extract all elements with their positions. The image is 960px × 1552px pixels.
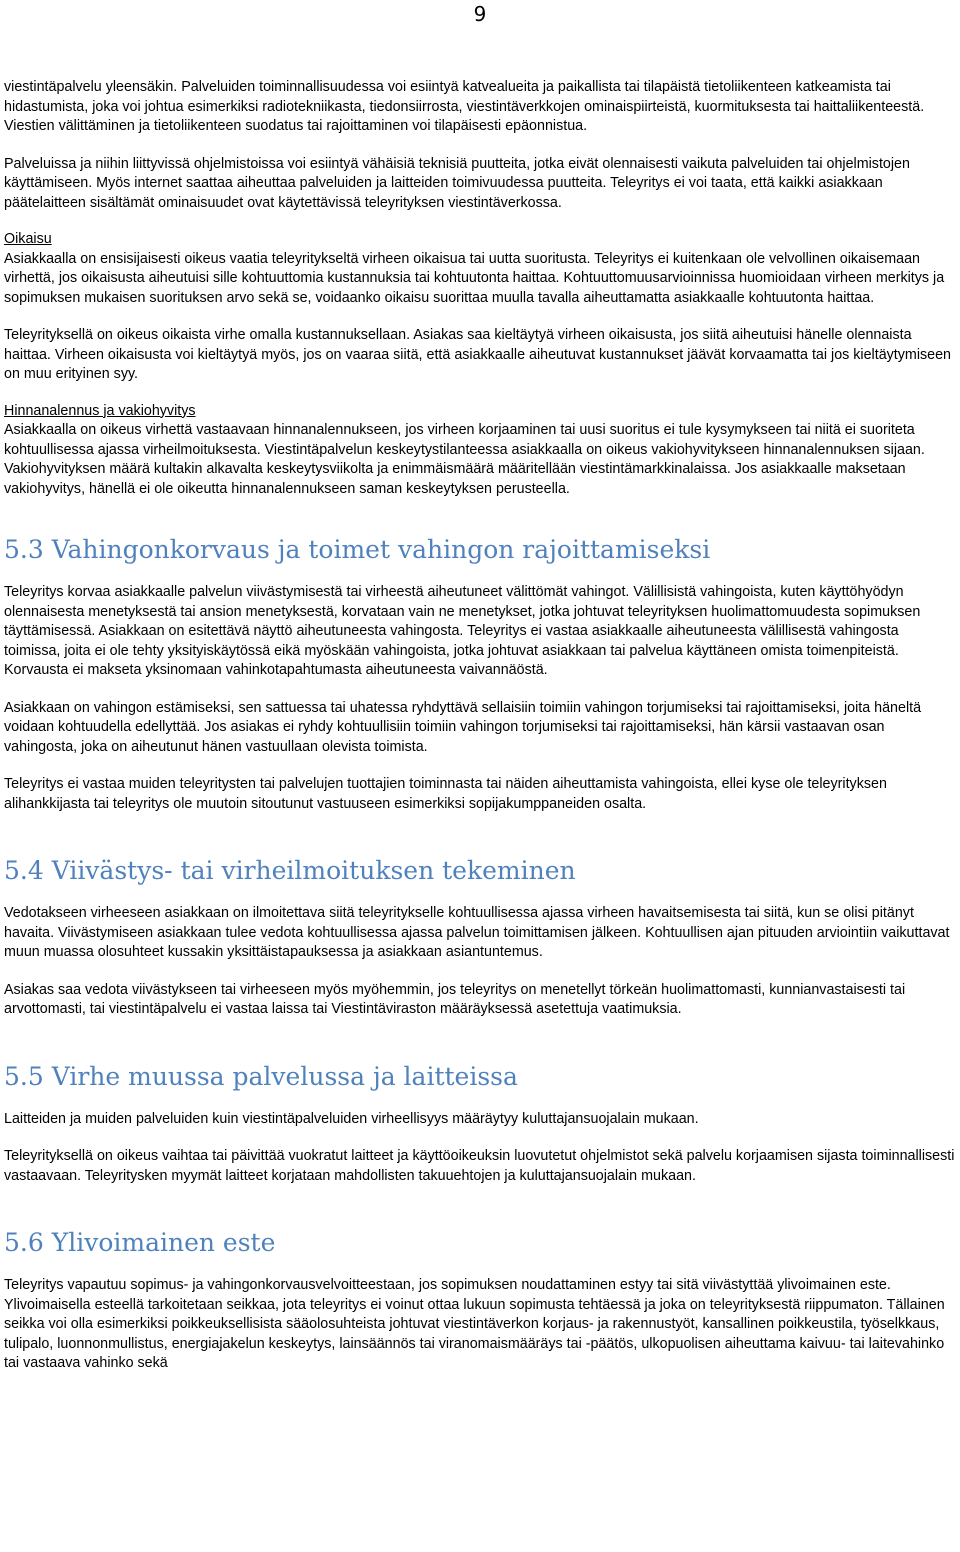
page-number: 9 <box>473 2 487 26</box>
paragraph-correction-right: Asiakkaalla on ensisijaisesti oikeus vaatia teleyritykseltä virheen oikaisua tai uutta suoritusta. Teleyritys ei kuitenkaan ole velvollinen oikaisemaan virhettä, jos oikaisusta aiheutuisi sille kohtuuttomia kustannuksia tai kohtuutonta haittaa. Kohtuuttomuusarvioinnissa huomioidaan virheen merkitys ja sopimuksen mukaisen suorituksen arvo sekä se, voidaanko oikaisu suorittaa muulla tavalla aiheuttamatta asiakkaalle kohtuutonta haittaa. <box>4 250 945 306</box>
subheading-hinnanalennus: Hinnanalennus ja vakiohyvitys <box>4 402 196 419</box>
paragraph-third-party: Teleyritys ei vastaa muiden teleyritysten tai palvelujen tuottajien toiminnasta tai näiden aiheuttamista vahingoista, ellei kyse ole teleyrityksen alihankkijasta tai teleyritys ole muutoin sitoutunut vastuuseen esimerkiksi sopijakumppaneiden osalta. <box>4 776 887 812</box>
paragraph-late-notification: Asiakas saa vedota viivästykseen tai virheeseen myös myöhemmin, jos teleyritys on menetellyt törkeän huolimattomasti, kunnianvastaisesti tai arvottomasti, tai viestintäpalvelu ei vastaa laissa tai Viestintäviraston määräyksessä asetettuja vaatimuksia. <box>4 981 906 1017</box>
paragraph-price-reduction: Asiakkaalla on oikeus virhettä vastaavaan hinnanalennukseen, jos virheen korjaaminen tai uusi suoritus ei tule kysymykseen tai niitä ei suoriteta kohtuullisessa ajassa virheilmoituksesta. Viestintäpalvelun keskeytystilanteessa asiakkaalla on oikeus vakiohyvitykseen hinnanalennuksen sijaan. Vakiohyvityksen määrä kultakin alkavalta keskeytysviikolta ja enimmäismäärä määritellään viestintämarkkinalaissa. Jos asiakkaalle maksetaan vakiohyvitys, hänellä ei ole oikeutta hinnanalennukseen saman keskeytyksen perusteella. <box>4 422 925 497</box>
section-heading-5-5: 5.5 Virhe muussa palvelussa ja laitteissa <box>4 1061 518 1091</box>
paragraph-device-defects: Laitteiden ja muiden palveluiden kuin viestintäpalveluiden virheellisyys määräytyy kuluttajansuojalain mukaan. <box>4 1110 699 1127</box>
section-heading-5-3: 5.3 Vahingonkorvaus ja toimet vahingon rajoittamiseksi <box>4 535 711 564</box>
paragraph-notification: Vedotakseen virheeseen asiakkaan on ilmoitettava siitä teleyritykselle kohtuullisessa ajassa virheen havaitsemisesta tai siitä, kun se olisi pitänyt havaita. Viivästymiseen asiakkaan tulee vedota kohtuullisessa ajassa palvelun toimittamisen jälkeen. Kohtuullisen ajan pituuden arviointiin vaikuttavat muun muassa olosuhteet kussakin yksittäistapauksessa ja asiakkaan asiantuntemus. <box>4 905 950 960</box>
subheading-oikaisu: Oikaisu <box>4 231 52 247</box>
section-heading-5-4: 5.4 Viivästys- tai virheilmoituksen tekeminen <box>4 856 576 885</box>
paragraph-correction-cost: Teleyrityksellä on oikeus oikaista virhe omalla kustannuksellaan. Asiakas saa kieltäytyä virheen oikaisusta, jos siitä aiheutuisi hänelle olennaista haittaa. Virheen oikaisusta voi kieltäytyä myös, jos on vaaraa siitä, että asiakkaalle aiheutuvat kustannukset jäävät korvaamatta tai jos kieltäytymiseen on muu erityinen syy. <box>4 327 952 382</box>
paragraph-technical-defects: Palveluissa ja niihin liittyvissä ohjelmistoissa voi esiintyä vähäisiä teknisiä puutteita, jotka eivät olennaisesti vaikuta palveluiden tai ohjelmistojen käyttämiseen. Myös internet saattaa aiheuttaa palveluiden ja laitteiden toimivuudessa puutteita. Teleyritys ei voi taata, että kaikki asiakkaan päätelaitteen sisältämät ominaisuudet ovat käytettävissä teleyrityksen viestintäverkossa. <box>4 155 910 211</box>
section-heading-5-6: 5.6 Ylivoimainen este <box>4 1228 276 1257</box>
paragraph-damage-limitation: Asiakkaan on vahingon estämiseksi, sen sattuessa tai uhatessa ryhdyttävä sellaisiin toimiin vahingon torjumiseksi tai rajoittamiseksi, joita häneltä voidaan kohtuudella edellyttää. Jos asiakas ei ryhdy kohtuullisiin toimiin vahingon torjumiseksi tai rajoittamiseksi, hän kärsii vastaavan osan vahingosta, joka on aiheutunut hänen vastuullaan olevista toimista. <box>4 699 922 755</box>
paragraph-service-interruptions: viestintäpalvelu yleensäkin. Palveluiden toiminnallisuudessa voi esiintyä katvealueita ja paikallista tai tilapäistä tietoliikenteen katkeamista tai hidastumista, joka voi johtua esimerkiksi radiotekniikasta, tiedonsiirrosta, viestintäverkkojen ominaispiirteistä, kuormituksesta tai haittaliikenteestä. Viestien välittäminen ja tietoliikenteen suodatus tai rajoittaminen voi tilapäisesti epäonnistua. <box>4 79 925 134</box>
paragraph-damages: Teleyritys korvaa asiakkaalle palvelun viivästymisestä tai virheestä aiheutuneet välittömät vahingot. Välillisistä vahingoista, kuten käyttöhyödyn olennaisesta menetyksestä tai ansion menetyksestä, korvataan vain ne menetykset, jotka johtuvat teleyrityksen huolimattomuudesta sopimuksen täyttämisessä. Asiakkaan on esitettävä näyttö aiheutuneesta vahingosta. Teleyritys ei vastaa asiakkaalle aiheutuneesta välillisestä vahingosta toimissa, joita ei ole tehty yksityiskäytössä eikä myöskään vahingoista, jotka johtuvat asiakkaan tai palvelua käyttäneen omista toimenpiteistä. Korvausta ei makseta yksinomaan vahinkotapahtumasta aiheutuneesta vaivannäöstä. <box>4 584 921 678</box>
paragraph-force-majeure: Teleyritys vapautuu sopimus- ja vahingonkorvausvelvoitteestaan, jos sopimuksen noudattaminen estyy tai sitä viivästyttää ylivoimainen este. Ylivoimaisella esteellä tarkoitetaan seikkaa, jota teleyritys ei voinut ottaa lukuun sopimusta tehtäessä ja joka on teleyrityksestä riippumaton. Tällainen seikka voi olla esimerkiksi poikkeuksellisista sääolosuhteista johtuvat viestintäverkon korjaus- ja rakennustyöt, kansallinen poikkeustila, työselkkaus, tulipalo, luonnonmullistus, energiajakelun keskeytys, lainsäännös tai viranomaismääräys tai -päätös, ulkopuolisen aiheuttama kaivuu- tai laitevahinko tai vastaava vahinko sekä <box>4 1277 945 1371</box>
paragraph-device-replacement: Teleyrityksellä on oikeus vaihtaa tai päivittää vuokratut laitteet ja käyttöoikeuksin luovutetut ohjelmistot sekä palvelu korjaamisen sijasta toiminnallisesti vastaavaan. Teleyritysken myymät laitteet korjataan mahdollisten takuuehtojen ja kuluttajansuojalain mukaan. <box>4 1148 955 1184</box>
document-body <box>4 78 956 1374</box>
